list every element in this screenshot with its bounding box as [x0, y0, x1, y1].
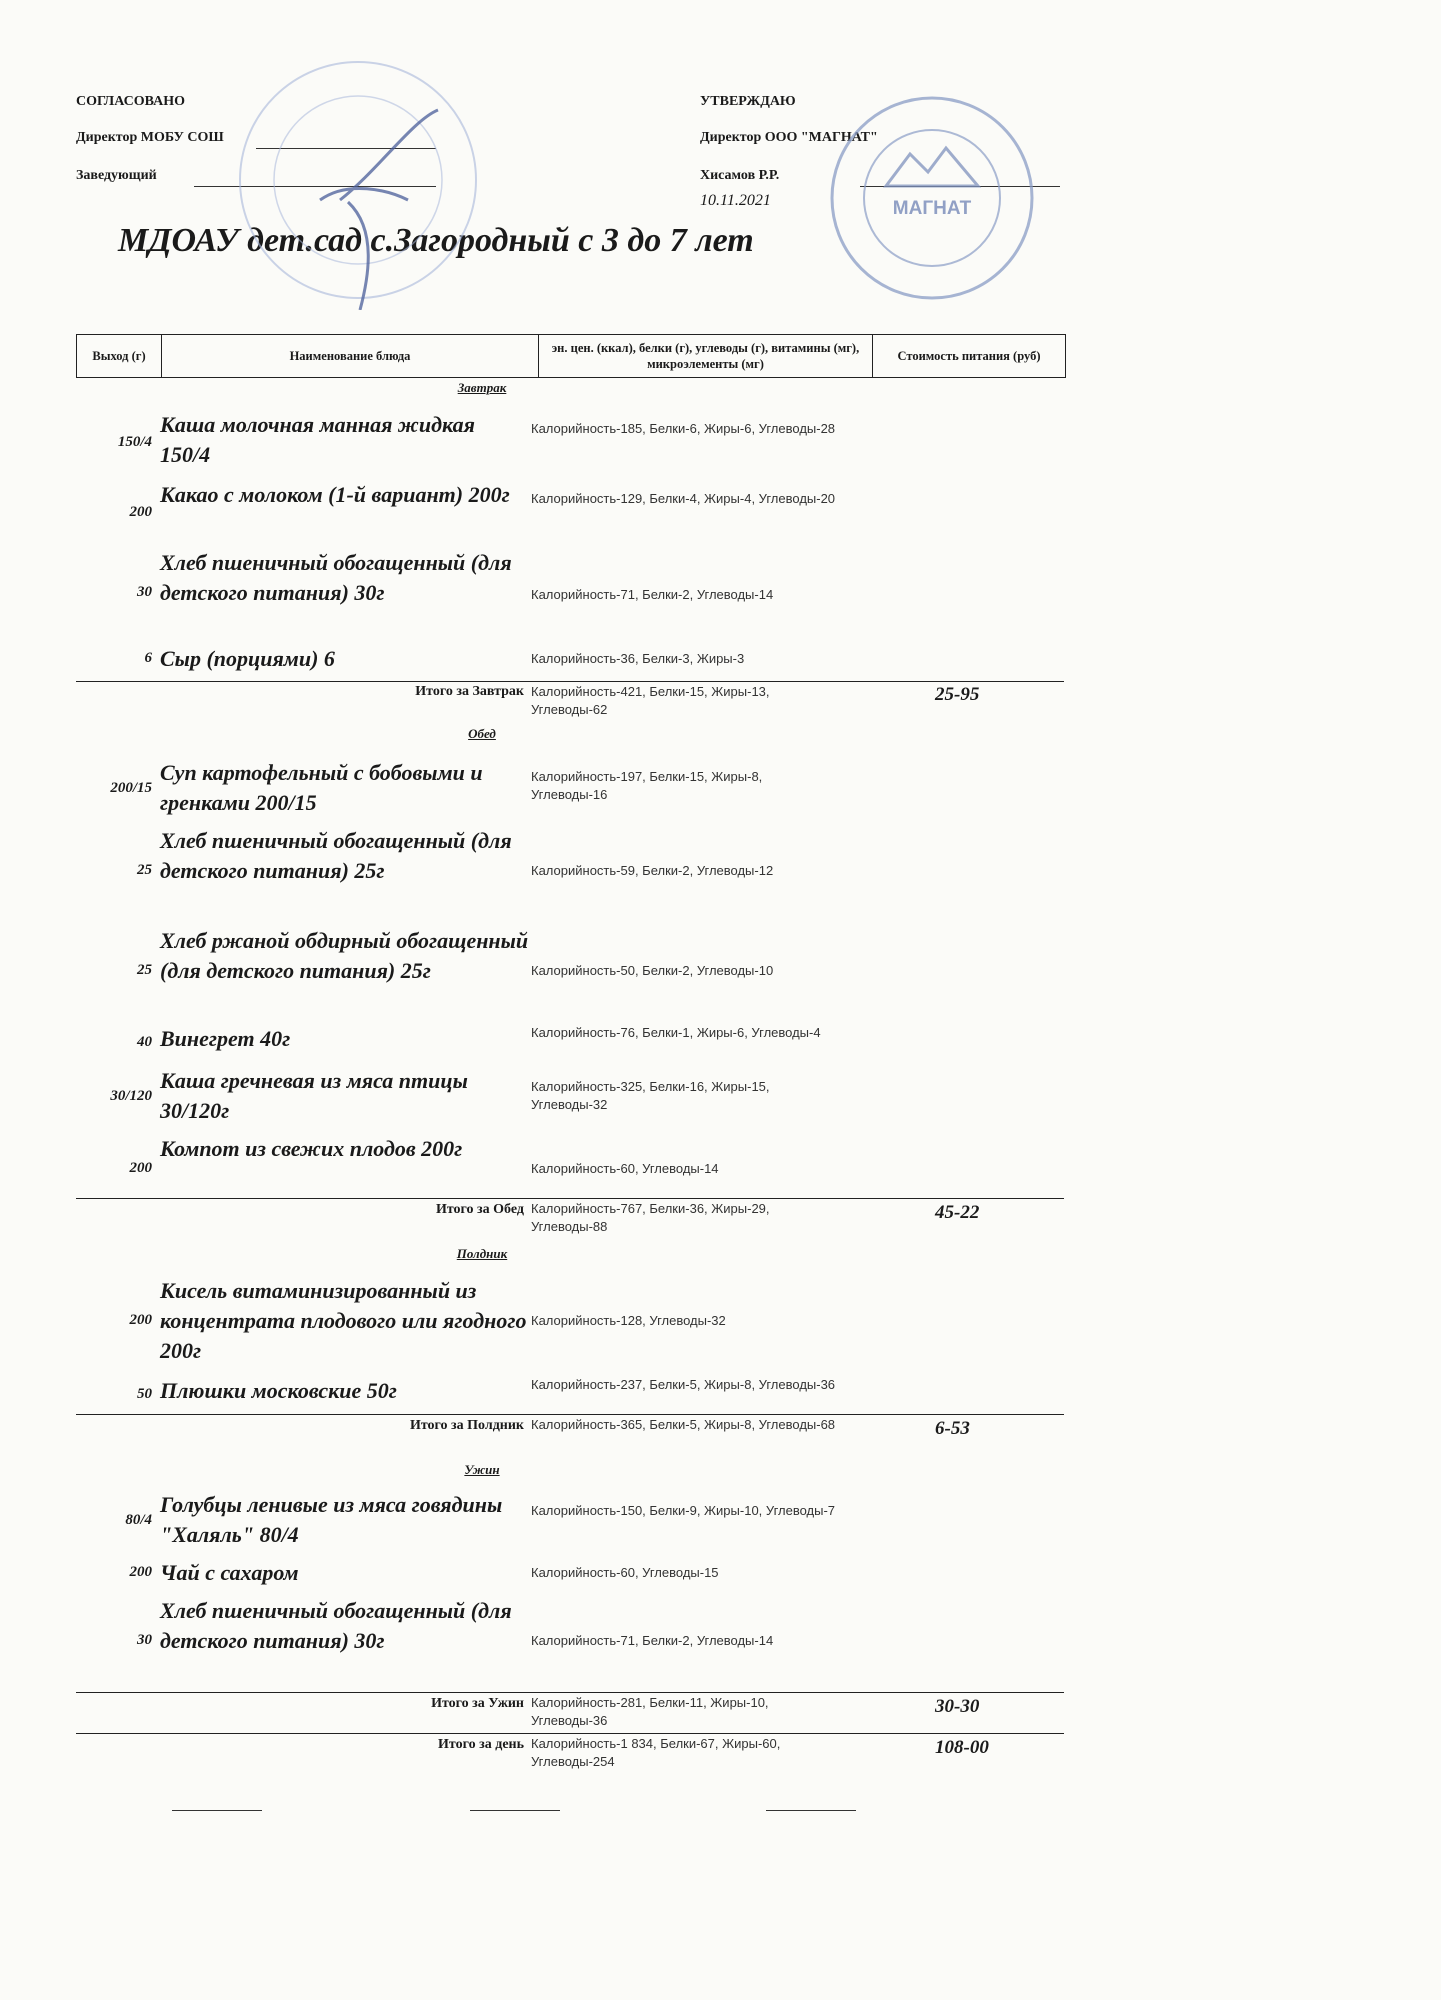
signature-line-bottom-2 — [470, 1810, 560, 1811]
page-title: МДОАУ дет.сад с.Загородный с 3 до 7 лет — [118, 222, 754, 259]
round-stamp-right — [824, 90, 1040, 306]
menu-row: 200 Чай с сахаром Калорийность-60, Углеводы-15 — [129, 1560, 719, 1585]
menu-row: 25 Хлеб пшеничный обогащенный (для детского питания) 25г Калорийность-59, Белки-2, Углеводы-12 — [137, 828, 774, 883]
menu-row: 30 Хлеб пшеничный обогащенный (для детского питания) 30г Калорийность-71, Белки-2, Углеводы-14 — [137, 1598, 774, 1653]
total-snack-nutrition: Калорийность-365, Белки-5, Жиры-8, Углеводы-68 — [531, 1417, 836, 1432]
total-breakfast-label: Итого за Завтрак — [415, 684, 524, 699]
total-dinner-nutrition: Калорийность-281, Белки-11, Жиры-10, Углеводы-36 — [531, 1695, 769, 1728]
menu-row: 80/4 Голубцы ленивые из мяса говядины "Халяль" 80/4 Калорийность-150, Белки-9, Жиры-10, Углеводы-7 — [125, 1492, 836, 1547]
agreed-heading: СОГЛАСОВАНО — [76, 94, 185, 109]
signature-line-bottom-3 — [766, 1810, 856, 1811]
signature-line-bottom-1 — [172, 1810, 262, 1811]
total-lunch-label: Итого за Обед — [435, 1202, 524, 1217]
total-breakfast-cost: 25-95 — [935, 684, 980, 705]
agreed-position: Директор МОБУ СОШ — [76, 130, 224, 145]
stamp-company-name: МАГНАТ — [892, 198, 972, 219]
divider — [76, 1733, 1064, 1734]
section-lunch: Обед — [468, 726, 496, 741]
divider — [76, 1692, 1064, 1693]
section-dinner: Ужин — [464, 1462, 500, 1477]
approve-position: Директор ООО "МАГНАТ" — [700, 130, 878, 145]
menu-row: 200 Компот из свежих плодов 200г Калорийность-60, Углеводы-14 — [129, 1136, 719, 1176]
day-total-label: Итого за день — [438, 1737, 524, 1752]
menu-row: 25 Хлеб ржаной обдирный обогащенный (для детского питания) 25г Калорийность-50, Белки-2, Углеводы-10 — [137, 928, 774, 983]
day-total-nutrition: Калорийность-1 834, Белки-67, Жиры-60, Углеводы-254 — [531, 1736, 781, 1769]
total-breakfast-nutrition: Калорийность-421, Белки-15, Жиры-13, Углеводы-62 — [531, 684, 770, 717]
day-total-cost: 108-00 — [935, 1737, 989, 1758]
col-nutrition: эн. цен. (ккал), белки (г), углеводы (г), витамины (мг), микроэлементы (мг) — [539, 335, 873, 377]
approval-date: 10.11.2021 — [700, 192, 771, 209]
divider — [76, 1414, 1064, 1415]
approve-heading: УТВЕРЖДАЮ — [700, 94, 796, 109]
signature-line-right — [860, 186, 1060, 187]
total-lunch-nutrition: Калорийность-767, Белки-36, Жиры-29, Углеводы-88 — [531, 1201, 770, 1234]
divider — [76, 681, 1064, 682]
menu-row: 150/4 Каша молочная манная жидкая 150/4 Калорийность-185, Белки-6, Жиры-6, Углеводы-28 — [117, 412, 836, 467]
agreed-role: Заведующий — [76, 168, 157, 183]
signature-line-left-1 — [256, 148, 436, 149]
menu-row: 6 Сыр (порциями) 6 Калорийность-36, Белки-3, Жиры-3 — [144, 646, 745, 671]
divider — [76, 1198, 1064, 1199]
approver-name: Хисамов Р.Р. — [700, 168, 780, 183]
menu-row: 200/15 Суп картофельный с бобовыми и гренками 200/15 Калорийность-197, Белки-15, Жиры-8, Углеводы-16 — [110, 760, 763, 815]
menu-row: 200 Кисель витаминизированный из концентрата плодового или ягодного 200г Калорийность-128, Углеводы-32 — [129, 1278, 726, 1363]
section-breakfast: Завтрак — [457, 380, 507, 395]
total-dinner-label: Итого за Ужин — [431, 1696, 524, 1711]
signature-line-left-2 — [194, 186, 436, 187]
col-dish: Наименование блюда — [162, 335, 539, 377]
table-header — [76, 334, 1066, 378]
menu-row: 30 Хлеб пшеничный обогащенный (для детского питания) 30г Калорийность-71, Белки-2, Углеводы-14 — [137, 550, 774, 605]
col-qty: Выход (г) — [77, 335, 162, 377]
section-snack: Полдник — [456, 1246, 508, 1261]
total-dinner-cost: 30-30 — [935, 1696, 980, 1717]
round-stamp-left — [228, 50, 488, 310]
total-lunch-cost: 45-22 — [935, 1202, 980, 1223]
menu-row: 40 Винегрет 40г Калорийность-76, Белки-1, Жиры-6, Углеводы-4 — [137, 1025, 821, 1051]
menu-row: 200 Какао с молоком (1-й вариант) 200г Калорийность-129, Белки-4, Жиры-4, Углеводы-20 — [129, 482, 836, 520]
total-snack-label: Итого за Полдник — [409, 1418, 524, 1433]
col-cost: Стоимость питания (руб) — [897, 349, 1041, 363]
total-snack-cost: 6-53 — [935, 1418, 970, 1439]
menu-row: 50 Плюшки московские 50г Калорийность-237, Белки-5, Жиры-8, Углеводы-36 — [137, 1377, 836, 1403]
menu-row: 30/120 Каша гречневая из мяса птицы 30/120г Калорийность-325, Белки-16, Жиры-15, Углеводы-32 — [110, 1068, 770, 1123]
